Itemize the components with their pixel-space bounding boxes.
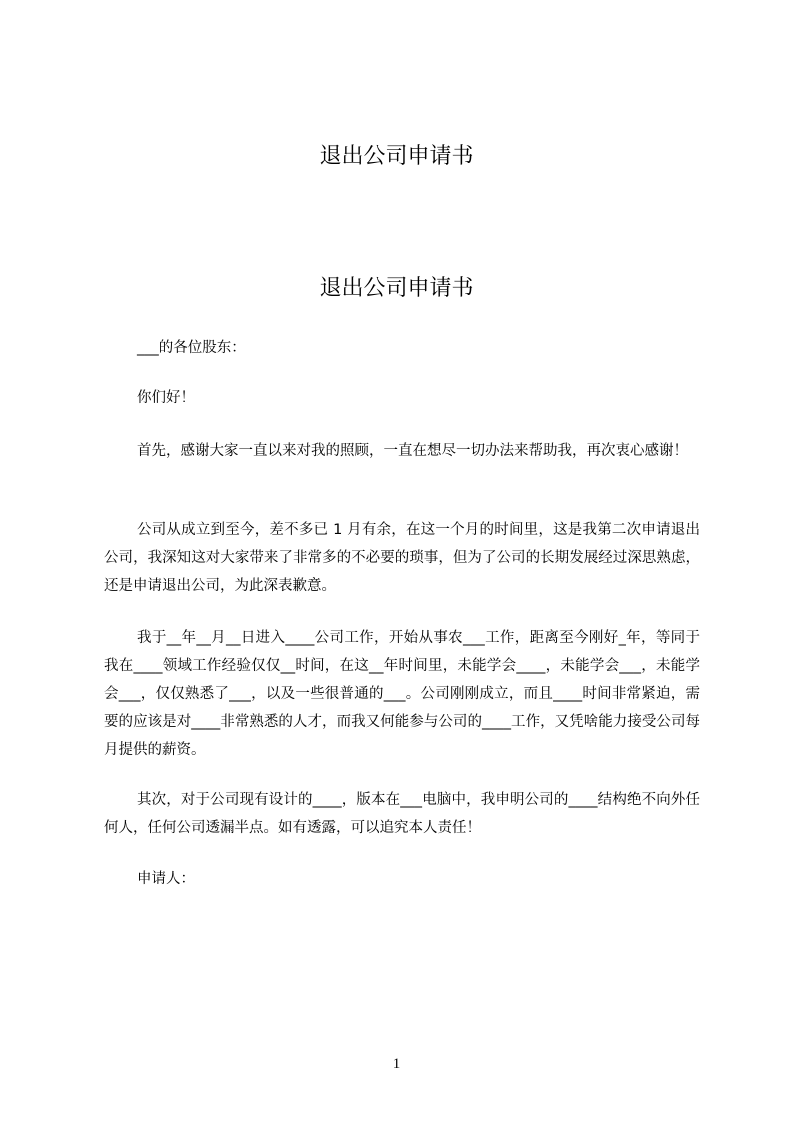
page-number: 1 bbox=[392, 1056, 401, 1072]
signature-label: 申请人： bbox=[137, 871, 195, 887]
page-title: 退出公司申请书 bbox=[319, 276, 474, 301]
paragraph-work-history: 我于__年__月__日进入____公司工作，开始从事农___工作，距离至今刚好_年，等同于我在____领域工作经验仅仅__时间，在这__年时间里，未能学会____，未能学会___，未能学会___，仅仅熟悉了___，以及一些很普通的___。公司刚刚成立，而且____时间非常紧迫，需要的应该是对____非常熟悉的人才，而我又何能参与公司的____工作，又凭啥能力接受公司每月提供的薪资。 bbox=[104, 630, 700, 758]
header-title: 退出公司申请书 bbox=[319, 144, 474, 169]
paragraph-confidentiality: 其次，对于公司现有设计的____，版本在___电脑中，我申明公司的____结构绝不向外任何人，任何公司透漏半点。如有透露，可以追究本人责任！ bbox=[104, 792, 700, 836]
paragraph-thanks: 首先，感谢大家一直以来对我的照顾，一直在想尽一切办法来帮助我，再次衷心感谢！ bbox=[137, 443, 688, 459]
paragraph-resignation-reason: 公司从成立到至今，差不多已 1 月有余，在这一个月的时间里，这是我第二次申请退出公司，我深知这对大家带来了非常多的不必要的琐事，但为了公司的长期发展经过深思熟虑，还是申请退出公司，为此深表歉意。 bbox=[104, 522, 700, 594]
salutation: ___的各位股东： bbox=[137, 340, 246, 356]
greeting: 你们好！ bbox=[137, 390, 195, 406]
